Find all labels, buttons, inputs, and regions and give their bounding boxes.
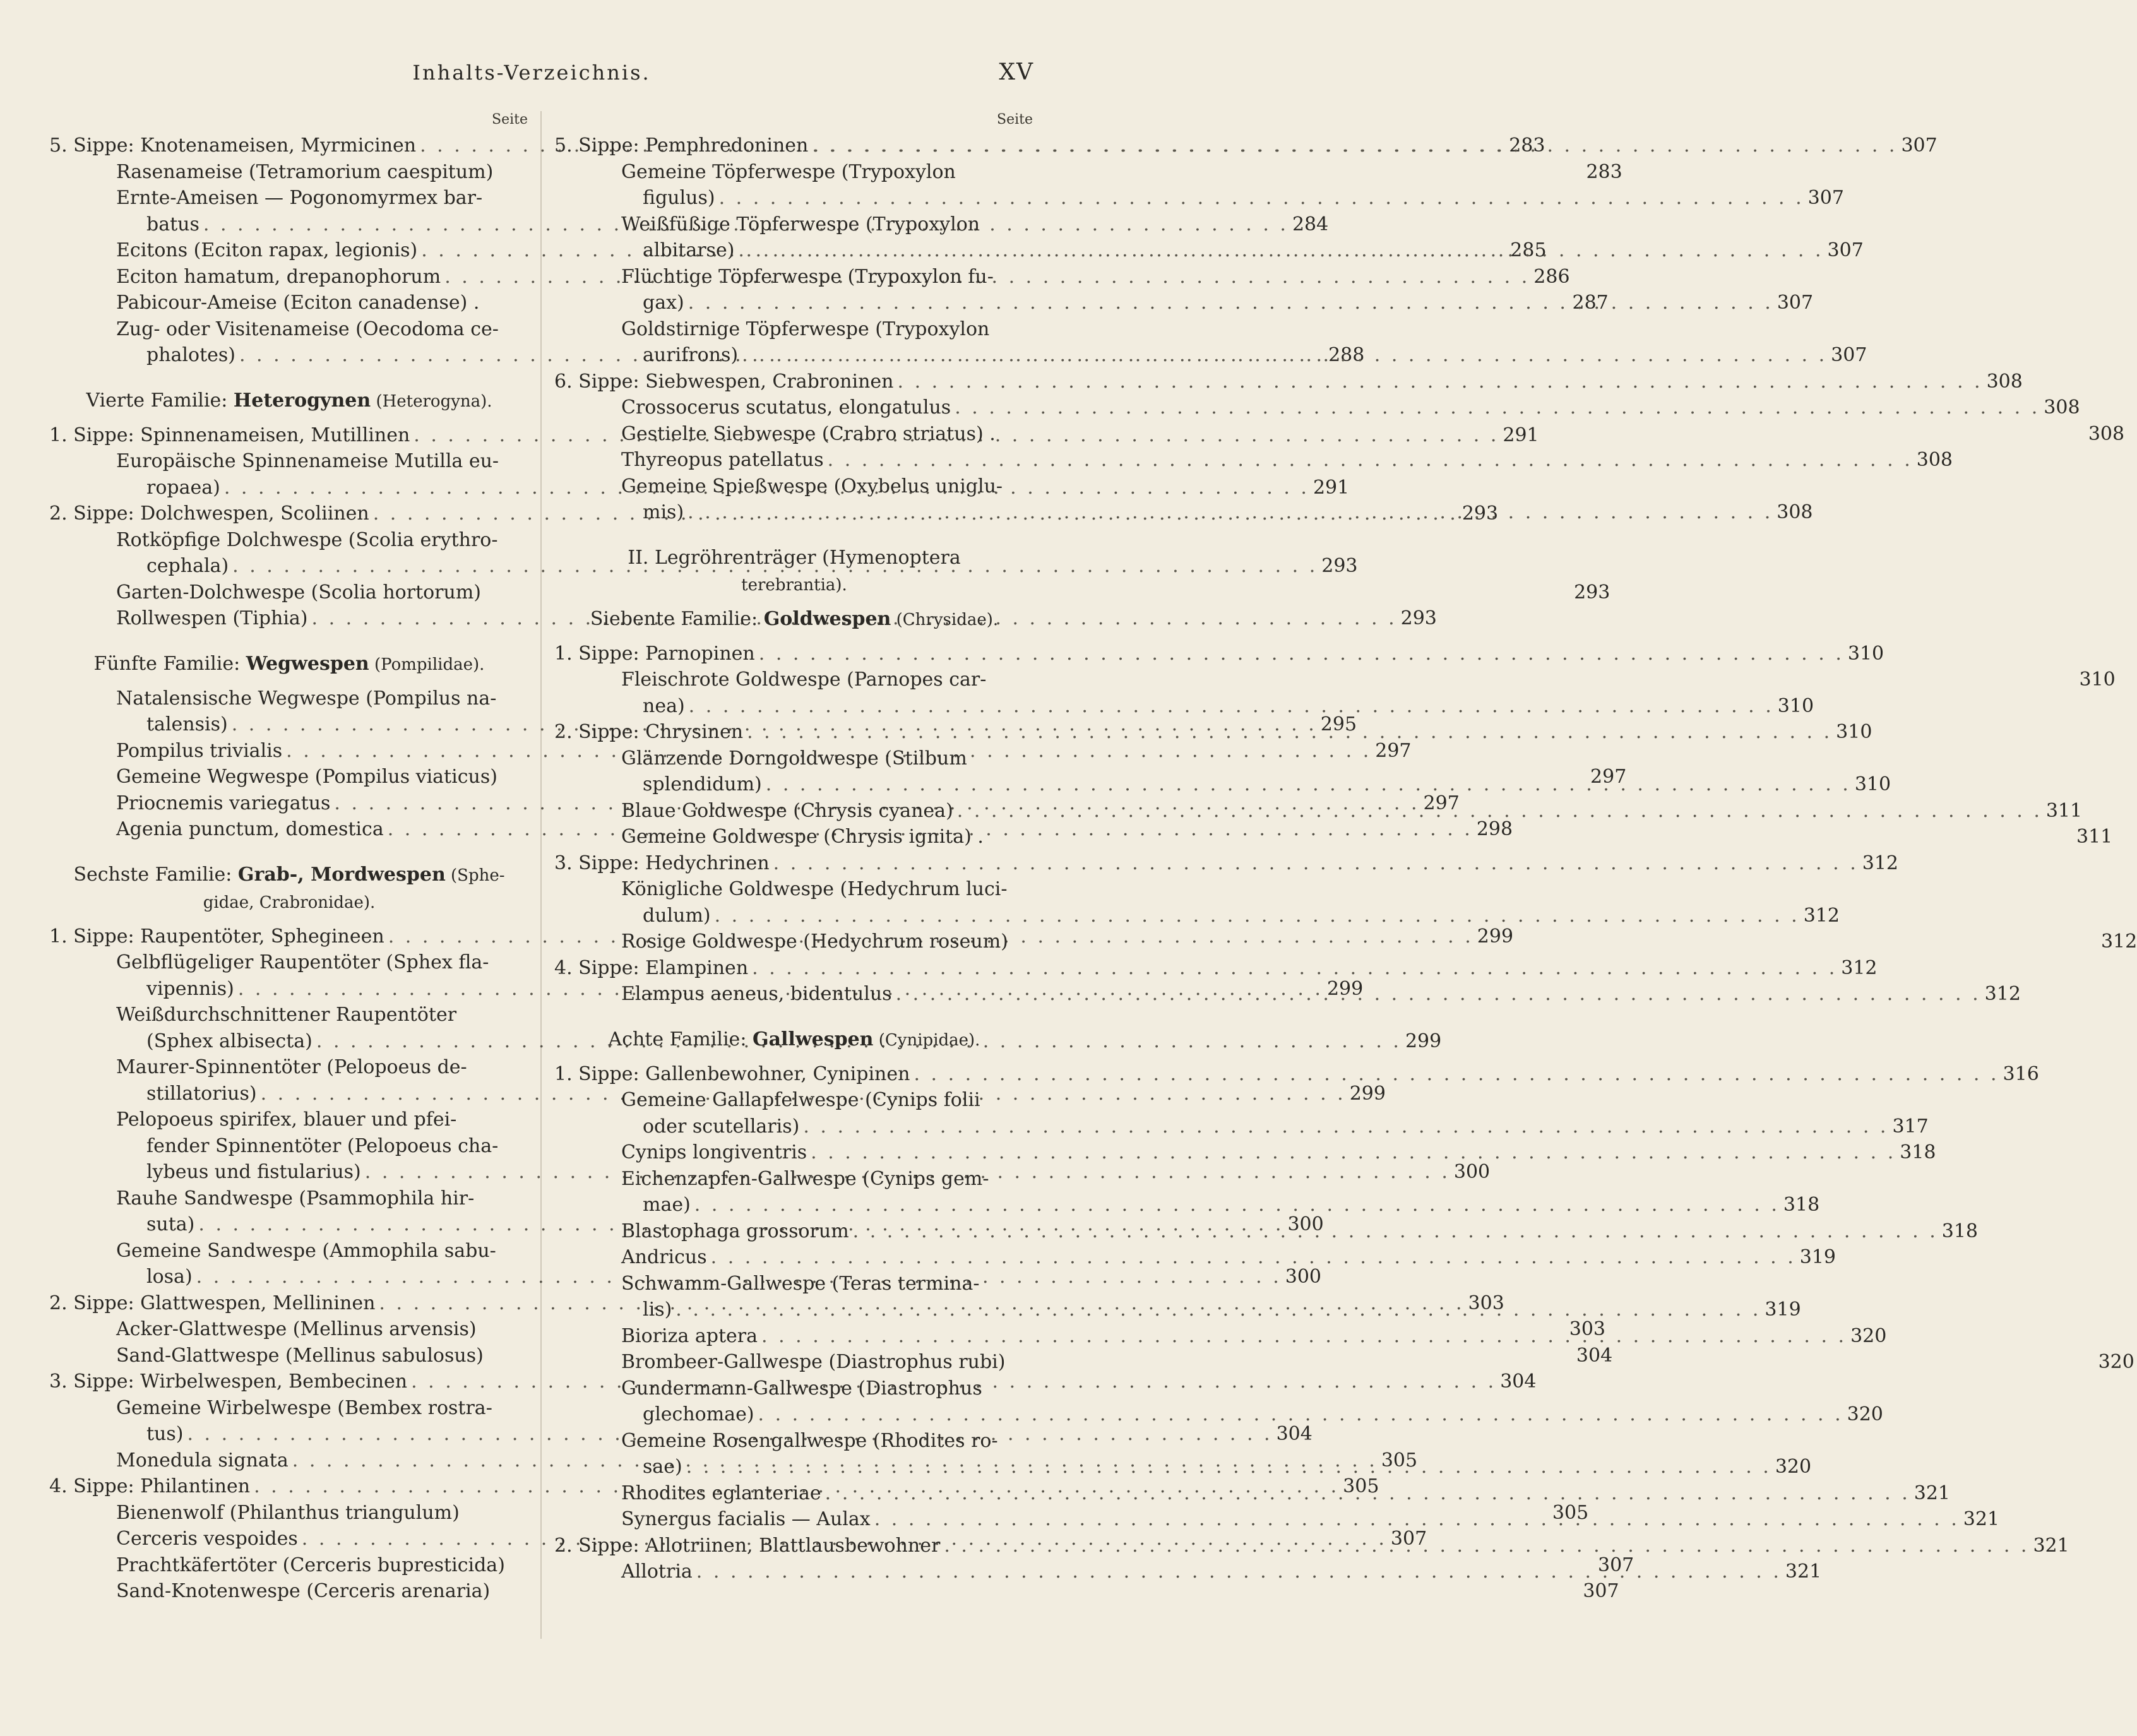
entry-page-number: 304	[1576, 1344, 1613, 1367]
entry-text-line: Zug- oder Visitenameise (Oecodoma ce-	[116, 318, 499, 340]
entry-text-line: Königliche Goldwespe (Hedychrum luci-	[621, 878, 1008, 900]
entry-text-line: Gemeine Gallapfelwespe (Cynips folii	[621, 1089, 980, 1111]
entry-page-number: 297	[1423, 792, 1460, 814]
entry-title: Blaue Goldwespe (Chrysis cyanea)	[621, 799, 953, 822]
entry-title: Thyreopus patellatus	[621, 449, 824, 471]
entry-page-number: 308	[2044, 396, 2080, 419]
entry-title: 4. Sippe: Elampinen	[554, 956, 749, 979]
entry-page-number: 307	[1390, 1528, 1427, 1550]
entry-title: Garten-Dolchwespe (Scolia hortorum)	[116, 581, 481, 603]
entry-page-number: 293	[1400, 607, 1437, 629]
entry-page-number: 291	[1503, 424, 1539, 446]
heading-text: II. Legröhrenträger (Hymenoptera	[628, 546, 961, 569]
entry-title: mae)	[643, 1194, 691, 1216]
entry-page-number: 318	[1783, 1194, 1820, 1216]
toc-entry	[554, 1244, 1836, 1271]
heading-text: Sechste Familie:	[73, 863, 238, 886]
heading-family-name: Goldwespen	[763, 607, 891, 630]
entry-title: Blastophaga grossorum	[621, 1220, 849, 1242]
entry-page-number: 299	[1405, 1030, 1442, 1052]
entry-text-line: Schwamm-Gallwespe (Teras termina-	[621, 1272, 980, 1295]
entry-title: nea)	[643, 694, 685, 717]
entry-title: aurifrons)	[643, 344, 739, 366]
entry-page-number: 312	[1984, 983, 2021, 1005]
entry-title: Acker-Glattwespe (Mellinus arvensis)	[116, 1318, 477, 1340]
entry-title: 2. Sippe: Chrysinen	[554, 721, 744, 743]
entry-title: Gemeine Goldwespe (Chrysis ignita) .	[621, 826, 984, 848]
leader-dots	[828, 447, 1913, 473]
entry-text-line: Flüchtige Töpferwespe (Trypoxylon fu-	[621, 265, 994, 288]
entry-page-number: 321	[2033, 1534, 2069, 1557]
family-heading	[49, 388, 529, 415]
entry-page-number: 310	[1854, 773, 1891, 795]
leader-dots	[688, 290, 1773, 316]
entry-title: 3. Sippe: Hedychrinen	[554, 852, 770, 874]
heading-family-name: Grab-, Mordwespen	[237, 863, 446, 886]
entry-page-number: 304	[1276, 1423, 1313, 1445]
entry-text-line: Gemeine Spießwespe (Oxybelus uniglu-	[621, 475, 1003, 497]
entry-title: Eciton hamatum, drepanophorum	[116, 265, 441, 288]
toc-entry	[554, 185, 1844, 211]
entry-text-line: Pelopoeus spirifex, blauer und pfei-	[116, 1109, 457, 1131]
toc-entry	[554, 369, 2023, 395]
entry-title: albitarse)	[643, 239, 735, 261]
entry-page-number: 283	[1509, 134, 1545, 157]
leader-dots	[711, 1244, 1796, 1271]
heading-family-name: Gallwespen	[752, 1028, 874, 1050]
entry-page-number: 307	[1831, 344, 1867, 366]
entry-page-number: 307	[1827, 239, 1864, 261]
leader-dots	[686, 1454, 1771, 1480]
entry-title: splendidum)	[643, 773, 762, 795]
entry-title: 1. Sippe: Gallenbewohner, Cynipinen	[554, 1062, 910, 1085]
entry-page-number: 303	[1569, 1318, 1605, 1340]
leader-dots	[853, 1218, 1938, 1245]
entry-title: 5. Sippe: Pemphredoninen	[554, 134, 809, 157]
heading-text: Vierte Familie:	[86, 389, 234, 412]
entry-page-number: 317	[1892, 1115, 1929, 1138]
entry-page-number: 307	[1807, 187, 1844, 209]
entry-title: Synergus facialis — Aulax	[621, 1508, 871, 1530]
entry-title: Rhodites eglanteriae	[621, 1482, 821, 1504]
heading-family-name: Wegwespen	[246, 652, 369, 675]
heading-latin: (Chrysidae).	[891, 610, 999, 629]
entry-title: 1. Sippe: Raupentöter, Sphegineen	[49, 925, 384, 948]
heading-text: Achte Familie:	[608, 1028, 753, 1050]
entry-page-number: 284	[1292, 213, 1329, 235]
entry-page-number: 305	[1552, 1501, 1589, 1524]
leader-dots	[773, 850, 1859, 877]
entry-page-number: 310	[1777, 694, 1814, 717]
entry-page-number: 319	[1765, 1299, 1801, 1321]
entry-page-number: 300	[1453, 1161, 1491, 1183]
entry-page-number: 312	[1803, 904, 1840, 927]
leader-dots	[742, 342, 1827, 369]
entry-page-number: 297	[1590, 766, 1627, 788]
toc-entry	[554, 1401, 1883, 1428]
entry-title: Sand-Glattwespe (Mellinus sabulosus)	[116, 1344, 484, 1367]
entry-title: Gemeine Wegwespe (Pompilus viaticus)	[116, 766, 497, 788]
entry-title: Allotria	[621, 1561, 693, 1583]
entry-page-number: 297	[1375, 739, 1412, 762]
entry-page-number: 287	[1572, 292, 1609, 314]
entry-title: 6. Sippe: Siebwespen, Crabroninen	[554, 370, 894, 393]
entry-page-number: 299	[1349, 1082, 1386, 1105]
entry-page-number: 319	[1799, 1246, 1836, 1268]
entry-page-number: 299	[1477, 925, 1514, 948]
entry-title: Rasenameise (Tetramorium caespitum)	[116, 160, 494, 183]
family-heading	[554, 545, 1034, 598]
entry-page-number: 308	[1777, 501, 1813, 523]
entry-page-number: 311	[2045, 799, 2083, 822]
leader-dots	[957, 798, 2042, 824]
entry-text-line: Gemeine Sandwespe (Ammophila sabu-	[116, 1239, 496, 1262]
page-number: XV	[999, 59, 1034, 85]
heading-latin-cont: gidae, Crabronidae).	[203, 893, 376, 912]
toc-entry	[554, 1061, 2039, 1088]
heading-text: Fünfte Familie:	[93, 652, 246, 675]
entry-title: Andricus	[621, 1246, 707, 1268]
toc-entry	[554, 395, 2080, 421]
entry-title: lybeus und fistularius)	[146, 1161, 361, 1183]
family-heading	[49, 862, 529, 916]
leader-dots	[715, 903, 1800, 929]
leader-dots	[874, 1506, 1960, 1533]
leader-dots	[738, 237, 1823, 264]
toc-entry	[554, 1139, 1936, 1166]
toc-entry	[49, 1578, 1619, 1605]
entry-page-number: 286	[1533, 265, 1570, 288]
entry-page-number: 307	[1901, 134, 1938, 157]
entry-page-number: 320	[1775, 1456, 1812, 1478]
entry-page-number: 288	[1328, 344, 1365, 366]
toc-entry	[554, 693, 1814, 720]
entry-page-number: 320	[2098, 1351, 2134, 1373]
heading-latin: (Sphe-	[445, 865, 505, 885]
entry-page-number: 316	[2003, 1062, 2039, 1085]
entry-title: Pabicour-Ameise (Eciton canadense) .	[116, 292, 480, 314]
entry-title: suta)	[146, 1213, 195, 1235]
page-header	[0, 56, 1063, 93]
entry-page-number: 300	[1287, 1213, 1324, 1235]
entry-text-line: Goldstirnige Töpferwespe (Trypoxylon	[621, 318, 990, 340]
entry-page-number: 318	[1900, 1141, 1936, 1163]
heading-latin-cont: terebrantia).	[741, 575, 847, 595]
entry-page-number: 298	[1476, 818, 1513, 840]
leader-dots	[825, 1480, 1910, 1507]
entry-page-number: 305	[1381, 1449, 1418, 1471]
leader-dots	[896, 981, 1981, 1008]
leader-dots	[719, 185, 1804, 211]
toc-entry	[554, 850, 1898, 877]
entry-title: 5. Sippe: Knotenameisen, Myrmicinen	[49, 134, 417, 157]
entry-title: vipennis)	[146, 977, 234, 1000]
entry-page-number: 321	[1785, 1561, 1822, 1583]
entry-page-number: 320	[1847, 1403, 1883, 1425]
entry-title: gax)	[643, 292, 684, 314]
entry-title: Crossocerus scutatus, elongatulus	[621, 396, 951, 419]
heading-text: Siebente Familie:	[590, 607, 764, 630]
entry-title: 3. Sippe: Wirbelwespen, Bembecinen	[49, 1370, 408, 1393]
entry-title: stillatorius)	[146, 1082, 257, 1105]
entry-title: Rollwespen (Tiphia)	[116, 607, 308, 629]
entry-title: Cerceris vespoides	[116, 1528, 298, 1550]
leader-dots	[898, 369, 1983, 395]
entry-page-number: 308	[1916, 449, 1953, 471]
entry-title: batus	[146, 213, 199, 235]
heading-latin: (Pompilidae).	[369, 655, 485, 674]
entry-text-line: Glänzende Dorngoldwespe (Stilbum	[621, 747, 967, 770]
entry-page-number: 293	[1461, 502, 1499, 525]
entry-title: 4. Sippe: Philantinen	[49, 1475, 251, 1497]
toc-entry	[554, 447, 1953, 473]
entry-title: (Sphex albisecta)	[146, 1030, 313, 1052]
entry-title: tus)	[146, 1423, 184, 1445]
entry-title: cephala)	[146, 555, 229, 577]
entry-page-number: 311	[2076, 826, 2113, 848]
entry-page-number: 321	[1914, 1482, 1951, 1504]
entry-page-number: 293	[1321, 555, 1358, 577]
entry-text-line: Maurer-Spinnentöter (Pelopoeus de-	[116, 1056, 467, 1078]
toc-entry	[554, 667, 2116, 693]
family-heading	[554, 606, 1034, 633]
family-heading	[554, 1026, 1034, 1054]
entry-page-number: 295	[1320, 713, 1357, 735]
entry-title: losa)	[146, 1266, 193, 1288]
entry-title: 1. Sippe: Spinnenameisen, Mutillinen	[49, 424, 410, 446]
entry-page-number: 312	[2100, 930, 2137, 953]
entry-page-number: 310	[1847, 642, 1884, 665]
heading-family-name: Heterogynen	[233, 389, 371, 412]
toc-entry	[554, 955, 1878, 982]
entry-text-line: Gemeine Rosengallwespe (Rhodites ro-	[621, 1429, 998, 1452]
entry-page-number: 307	[1598, 1554, 1634, 1576]
entry-title: Rosige Goldwespe (Hedychrum roseum)	[621, 930, 1008, 953]
leader-dots	[747, 719, 1832, 746]
family-heading	[49, 651, 529, 678]
entry-text-line: Weißfüßige Töpferwespe (Trypoxylon	[621, 213, 980, 235]
entry-page-number: 307	[1583, 1580, 1619, 1602]
entry-title: phalotes)	[146, 344, 235, 366]
entry-title: 1. Sippe: Parnopinen	[554, 642, 755, 665]
entry-title: mis)	[643, 501, 684, 523]
entry-text-line: Eichenzapfen-Gallwespe (Cynips gem-	[621, 1167, 989, 1190]
entry-title: oder scutellaris)	[643, 1115, 800, 1138]
seite-label: Seite	[492, 112, 528, 128]
entry-title: Elampus aeneus, bidentulus	[621, 983, 892, 1005]
entry-title: Monedula signata	[116, 1449, 289, 1471]
entry-title: dulum)	[643, 904, 711, 927]
toc-entry	[554, 641, 1884, 667]
page-title: Inhalts-Verzeichnis.	[412, 61, 651, 85]
entry-page-number: 312	[1862, 852, 1898, 874]
entry-title: 2. Sippe: Glattwespen, Mellininen	[49, 1292, 376, 1314]
leader-dots	[914, 1061, 1999, 1088]
leader-dots	[944, 1533, 2029, 1559]
entry-page-number: 291	[1313, 476, 1350, 499]
entry-title: sae)	[643, 1456, 682, 1478]
leader-dots	[688, 499, 1773, 526]
leader-dots	[694, 1192, 1780, 1218]
leader-dots	[752, 955, 1837, 982]
entry-page-number: 310	[2079, 669, 2116, 691]
entry-text-line: Gelbflügeliger Raupentöter (Sphex fla-	[116, 951, 489, 973]
leader-dots	[812, 133, 1897, 159]
entry-title: Sand-Knotenwespe (Cerceris arenaria)	[116, 1580, 491, 1602]
leader-dots	[689, 693, 1774, 720]
entry-page-number: 307	[1777, 292, 1814, 314]
heading-latin: (Cynipidae).	[873, 1030, 980, 1050]
entry-title: Priocnemis variegatus	[116, 792, 331, 814]
entry-title: Prachtkäfertöter (Cerceris bupresticida)	[116, 1554, 505, 1576]
entry-text-line: fender Spinnentöter (Pelopoeus cha-	[146, 1134, 499, 1157]
entry-page-number: 308	[2088, 422, 2125, 445]
entry-text-line: Natalensische Wegwespe (Pompilus na-	[116, 687, 497, 710]
entry-title: Bienenwolf (Philanthus triangulum)	[116, 1501, 460, 1524]
toc-entry	[554, 1114, 1929, 1140]
leader-dots	[761, 1323, 1847, 1350]
entry-title: 2. Sippe: Allotriinen, Blattlausbewohner	[554, 1534, 941, 1557]
entry-text-line: Europäische Spinnenameise Mutilla eu-	[116, 450, 499, 472]
entry-page-number: 303	[1468, 1292, 1504, 1314]
entry-title: Bioriza aptera	[621, 1324, 758, 1347]
entry-text-line: Gundermann-Gallwespe (Diastrophus	[621, 1377, 982, 1400]
leader-dots	[759, 641, 1844, 667]
entry-title: Pompilus trivialis	[116, 739, 283, 762]
leader-dots	[676, 1297, 1761, 1323]
entry-title: Gestielte Siebwespe (Crabro striatus) .	[621, 422, 996, 445]
entry-title: Ecitons (Eciton rapax, legionis)	[116, 239, 418, 261]
entry-text-line: Ernte-Ameisen — Pogonomyrmex bar-	[116, 187, 483, 209]
heading-latin: (Heterogyna).	[371, 391, 492, 411]
entry-page-number: 308	[1986, 370, 2023, 393]
entry-text-line: Rotköpfige Dolchwespe (Scolia erythro-	[116, 528, 498, 551]
entry-title: glechomae)	[643, 1403, 754, 1425]
seite-label: Seite	[997, 112, 1033, 128]
entry-title: Brombeer-Gallwespe (Diastrophus rubi)	[621, 1351, 1006, 1373]
entry-page-number: 285	[1510, 239, 1547, 261]
entry-page-number: 320	[1850, 1324, 1887, 1347]
entry-title: 2. Sippe: Dolchwespen, Scoliinen	[49, 502, 369, 525]
entry-title: Agenia punctum, domestica	[116, 818, 384, 840]
toc-entry	[554, 1192, 1820, 1218]
entry-page-number: 312	[1841, 956, 1878, 979]
entry-page-number: 304	[1500, 1370, 1537, 1393]
entry-title: Fleischrote Goldwespe (Parnopes car-	[621, 669, 987, 691]
entry-page-number: 293	[1574, 581, 1610, 603]
entry-page-number: 283	[1586, 160, 1622, 183]
entry-text-line: Weißdurchschnittener Raupentöter	[116, 1004, 457, 1026]
entry-title: figulus)	[643, 187, 715, 209]
leader-dots	[696, 1559, 1782, 1585]
entry-page-number: 310	[1836, 721, 1872, 743]
entry-title: ropaea)	[146, 476, 220, 499]
entry-page-number: 299	[1326, 977, 1364, 1000]
leader-dots	[811, 1139, 1896, 1166]
leader-dots	[955, 395, 2040, 421]
column-divider	[540, 111, 542, 1639]
entry-page-number: 300	[1285, 1266, 1322, 1288]
entry-page-number: 305	[1343, 1475, 1379, 1497]
entry-page-number: 321	[1963, 1508, 2000, 1530]
leader-dots	[766, 771, 1851, 798]
entry-title: lis)	[643, 1299, 672, 1321]
entry-text-line: Gemeine Wirbelwespe (Bembex rostra-	[116, 1396, 492, 1419]
toc-entry	[554, 903, 1840, 929]
entry-title: talensis)	[146, 713, 228, 735]
entry-text-line: Rauhe Sandwespe (Psammophila hir-	[116, 1187, 475, 1210]
leader-dots	[803, 1114, 1888, 1140]
leader-dots	[758, 1401, 1843, 1428]
entry-text-line: Gemeine Töpferwespe (Trypoxylon	[621, 160, 956, 183]
entry-page-number: 318	[1941, 1220, 1979, 1242]
entry-title: Cynips longiventris	[621, 1141, 807, 1163]
